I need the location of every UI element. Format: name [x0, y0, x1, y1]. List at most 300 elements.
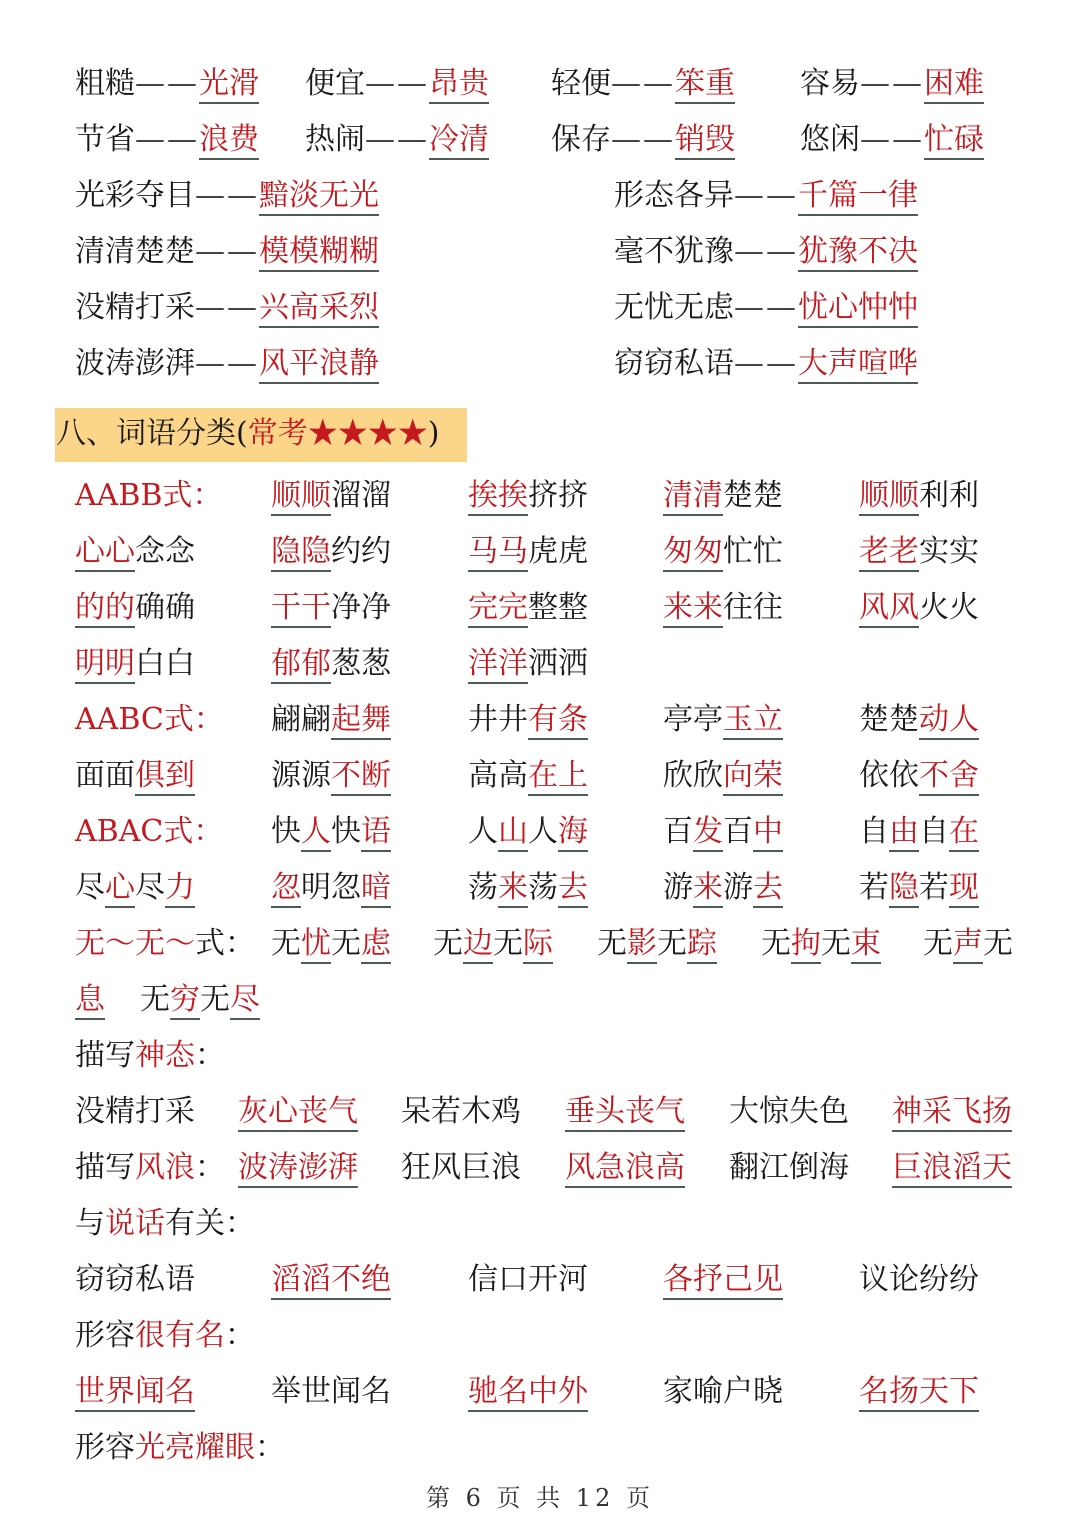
answer-text: 力	[165, 870, 195, 908]
word-text: 面面	[75, 758, 135, 793]
answer-text: 来	[498, 870, 528, 908]
answer-text: 海	[558, 814, 588, 852]
word-item	[75, 532, 195, 572]
word-text: 信口开河	[468, 1262, 588, 1297]
word-item	[271, 588, 391, 628]
word-text: 忽	[331, 870, 361, 905]
answer-text: 影	[627, 926, 657, 964]
dash: ——	[611, 66, 675, 101]
category-row	[0, 808, 1080, 864]
answer-text: 发	[693, 814, 723, 852]
antonym-word: 没精打采	[75, 290, 195, 325]
word-item	[892, 1092, 1012, 1132]
word-text: 高高	[468, 758, 528, 793]
antonym-word: 形态各异	[614, 178, 734, 213]
antonym-pair	[551, 64, 735, 104]
antonym-pair	[614, 288, 918, 328]
word-item	[271, 868, 391, 908]
word-item	[468, 1260, 588, 1300]
word-item	[468, 476, 588, 516]
word-text: 无	[493, 926, 523, 961]
word-item	[859, 532, 979, 572]
answer-text: 穷	[170, 982, 200, 1020]
category-row	[0, 584, 1080, 640]
word-text: 净净	[331, 590, 391, 625]
word-item	[565, 1148, 685, 1188]
antonym-word: 保存	[551, 122, 611, 157]
antonym-answer: 困难	[924, 66, 984, 104]
word-text: 依依	[859, 758, 919, 793]
antonym-answer: 模模糊糊	[259, 234, 379, 272]
category-row	[0, 1144, 1080, 1200]
antonym-word: 光彩夺目	[75, 178, 195, 213]
category-row	[0, 1424, 1080, 1480]
word-item	[468, 588, 588, 628]
word-item	[271, 924, 391, 964]
dash: ——	[195, 346, 259, 381]
word-item	[859, 476, 979, 516]
answer-text: 光亮耀眼	[135, 1430, 255, 1465]
answer-text: 不断	[331, 758, 391, 796]
answer-text: 踪	[687, 926, 717, 964]
word-item	[663, 476, 783, 516]
antonym-word: 容易	[800, 66, 860, 101]
antonym-answer: 黯淡无光	[259, 178, 379, 216]
word-text: 无	[597, 926, 627, 961]
word-text: 形容	[75, 1430, 135, 1465]
word-text: 议论纷纷	[859, 1262, 979, 1297]
antonym-pair	[800, 64, 984, 104]
word-text: 翻江倒海	[729, 1150, 849, 1185]
word-item	[468, 756, 588, 796]
antonym-answer: 光滑	[199, 66, 259, 104]
word-text: 楚楚	[723, 478, 783, 513]
dash: ——	[734, 178, 798, 213]
antonym-word: 悠闲	[800, 122, 860, 157]
answer-text: 忧	[301, 926, 331, 964]
category-row	[0, 1088, 1080, 1144]
dash: ——	[365, 66, 429, 101]
antonym-answer: 风平浪静	[259, 346, 379, 384]
word-text: 呆若木鸡	[401, 1094, 521, 1129]
word-item	[565, 1092, 685, 1132]
word-text: 快	[331, 814, 361, 849]
answer-text: 匆匆	[663, 534, 723, 572]
category-row	[0, 640, 1080, 696]
category-row	[0, 528, 1080, 584]
answer-text: 巨浪滔天	[892, 1150, 1012, 1188]
antonym-pair	[614, 344, 918, 384]
answer-text: 顺顺	[271, 478, 331, 516]
category-row	[0, 1032, 1080, 1088]
antonym-row	[0, 60, 1080, 116]
word-text: 无	[821, 926, 851, 961]
word-text: 描写	[75, 1150, 135, 1185]
word-item	[663, 588, 783, 628]
antonym-answer: 销毁	[675, 122, 735, 160]
word-text: 白白	[135, 646, 195, 681]
word-text: 人	[468, 814, 498, 849]
word-text: 无	[271, 926, 301, 961]
answer-text: 顺顺	[859, 478, 919, 516]
word-text: 无	[433, 926, 463, 961]
answer-text: 驰名中外	[468, 1374, 588, 1412]
page-footer: 第 6 页 共 12 页	[426, 1484, 654, 1512]
answer-text: 郁郁	[271, 646, 331, 684]
answer-text: 不舍	[919, 758, 979, 796]
answer-text: 俱到	[135, 758, 195, 796]
word-item	[238, 1148, 358, 1188]
antonym-word: 清清楚楚	[75, 234, 195, 269]
answer-text: 马马	[468, 534, 528, 572]
word-text: 百	[723, 814, 753, 849]
word-text: 挤挤	[528, 478, 588, 513]
word-item	[75, 1092, 195, 1132]
word-text: 忙忙	[723, 534, 783, 569]
answer-text: 有条	[528, 702, 588, 740]
word-text: 百	[663, 814, 693, 849]
answer-text: 声	[953, 926, 983, 964]
dash: ——	[195, 234, 259, 269]
word-text: 亭亭	[663, 702, 723, 737]
answer-text: 无～无～	[75, 926, 195, 961]
word-text: 自	[919, 814, 949, 849]
word-item	[729, 1148, 849, 1188]
word-text: 翩翩	[271, 702, 331, 737]
word-text: 荡	[468, 870, 498, 905]
answer-text: 束	[851, 926, 881, 964]
word-item	[859, 868, 979, 908]
antonym-row	[0, 284, 1080, 340]
word-text: 无	[761, 926, 791, 961]
answer-text: 很有名	[135, 1318, 225, 1353]
word-item	[433, 924, 553, 964]
word-text: 狂风巨浪	[401, 1150, 521, 1185]
antonym-word: 毫不犹豫	[614, 234, 734, 269]
answer-text: AABB式：	[75, 478, 223, 513]
word-text: 明	[301, 870, 331, 905]
dash: ——	[135, 66, 199, 101]
antonym-word: 无忧无虑	[614, 290, 734, 325]
word-text: 若	[919, 870, 949, 905]
answer-text: 说话	[105, 1206, 165, 1241]
word-item	[75, 700, 224, 740]
antonym-pair	[75, 344, 379, 384]
antonym-row	[0, 228, 1080, 284]
word-text: 尽	[75, 870, 105, 905]
word-text: ：	[195, 1038, 225, 1073]
dash: ——	[195, 290, 259, 325]
answer-text: 名扬天下	[859, 1374, 979, 1412]
antonym-answer: 兴高采烈	[259, 290, 379, 328]
dash: ——	[860, 122, 924, 157]
answer-text: 神采飞扬	[892, 1094, 1012, 1132]
word-item	[468, 812, 588, 852]
word-item	[859, 588, 979, 628]
section-heading	[56, 414, 439, 454]
word-text: 无	[140, 982, 170, 1017]
word-item	[663, 1372, 783, 1412]
word-text: 形容	[75, 1318, 135, 1353]
antonym-pair	[800, 120, 984, 160]
word-item	[238, 1092, 358, 1132]
word-text: 无	[657, 926, 687, 961]
answer-text: 由	[889, 814, 919, 852]
antonym-answer: 忧心忡忡	[798, 290, 918, 328]
category-row	[0, 472, 1080, 528]
answer-text: 动人	[919, 702, 979, 740]
word-item	[401, 1092, 521, 1132]
answer-text: 波涛澎湃	[238, 1150, 358, 1188]
antonym-word: 粗糙	[75, 66, 135, 101]
dash: ——	[195, 178, 259, 213]
word-item	[923, 924, 1013, 964]
antonym-answer: 忙碌	[924, 122, 984, 160]
word-text: 举世闻名	[271, 1374, 391, 1409]
dash: ——	[734, 234, 798, 269]
word-text: 自	[859, 814, 889, 849]
word-item	[859, 700, 979, 740]
word-item	[271, 756, 391, 796]
word-text: 描写	[75, 1038, 135, 1073]
word-text: 洒洒	[528, 646, 588, 681]
word-text: 与	[75, 1206, 105, 1241]
word-text: 窃窃私语	[75, 1262, 195, 1297]
answer-text: 明明	[75, 646, 135, 684]
answer-text: 完完	[468, 590, 528, 628]
antonym-word: 节省	[75, 122, 135, 157]
word-item	[75, 644, 195, 684]
answer-text: AABC式：	[75, 702, 224, 737]
answer-text: 心心	[75, 534, 135, 572]
word-item	[271, 476, 391, 516]
word-text: 念念	[135, 534, 195, 569]
answer-text: 的的	[75, 590, 135, 628]
answer-text: 山	[498, 814, 528, 852]
word-text: 无	[200, 982, 230, 1017]
antonym-pair	[75, 288, 379, 328]
antonym-row	[0, 116, 1080, 172]
antonym-pair	[75, 176, 379, 216]
category-row	[0, 864, 1080, 920]
word-item	[271, 1372, 391, 1412]
answer-text: 际	[523, 926, 553, 964]
answer-text: 忽	[271, 870, 301, 908]
word-text: 家喻户晓	[663, 1374, 783, 1409]
answer-text: 各抒己见	[663, 1262, 783, 1300]
antonym-word: 热闹	[305, 122, 365, 157]
word-text: 葱葱	[331, 646, 391, 681]
word-item	[271, 532, 391, 572]
answer-text: 风浪	[135, 1150, 195, 1185]
word-item	[401, 1148, 521, 1188]
answer-text: ABAC式：	[75, 814, 224, 849]
antonym-pair	[75, 232, 379, 272]
word-item	[663, 700, 783, 740]
category-row	[0, 1368, 1080, 1424]
antonym-pair	[551, 120, 735, 160]
answer-text: 起舞	[331, 702, 391, 740]
answer-text: 隐	[889, 870, 919, 908]
answer-text: 垂头丧气	[565, 1094, 685, 1132]
heading-highlight: 常考★★★★	[247, 416, 428, 451]
word-item	[271, 644, 391, 684]
word-item	[663, 812, 783, 852]
word-item	[468, 868, 588, 908]
word-text: ：	[225, 1318, 255, 1353]
answer-text: 滔滔不绝	[271, 1262, 391, 1300]
word-text: 往往	[723, 590, 783, 625]
dash: ——	[135, 122, 199, 157]
answer-text: 虑	[361, 926, 391, 964]
word-text: 游	[723, 870, 753, 905]
antonym-word: 轻便	[551, 66, 611, 101]
antonym-pair	[614, 232, 918, 272]
category-row	[0, 976, 1080, 1032]
heading-suffix: )	[427, 416, 440, 451]
antonym-answer: 犹豫不决	[798, 234, 918, 272]
word-item	[761, 924, 881, 964]
category-row	[0, 1200, 1080, 1256]
answer-text: 在上	[528, 758, 588, 796]
word-text: 整整	[528, 590, 588, 625]
category-row	[0, 1256, 1080, 1312]
antonym-row	[0, 340, 1080, 396]
antonym-answer: 千篇一律	[798, 178, 918, 216]
word-text: ：	[195, 1150, 225, 1185]
antonym-word: 便宜	[305, 66, 365, 101]
antonym-answer: 浪费	[199, 122, 259, 160]
answer-text: 世界闻名	[75, 1374, 195, 1412]
answer-text: 息	[75, 982, 105, 1020]
word-text: 虎虎	[528, 534, 588, 569]
word-text: 无	[983, 926, 1013, 961]
antonym-pair	[75, 64, 259, 104]
word-text: 人	[528, 814, 558, 849]
antonym-word: 波涛澎湃	[75, 346, 195, 381]
word-text: 无	[923, 926, 953, 961]
word-item	[75, 924, 255, 964]
word-item	[75, 868, 195, 908]
answer-text: 尽	[230, 982, 260, 1020]
word-item	[729, 1092, 849, 1132]
category-row	[0, 696, 1080, 752]
word-item	[75, 1148, 225, 1188]
category-row	[0, 752, 1080, 808]
answer-text: 向荣	[723, 758, 783, 796]
word-text: 有关：	[165, 1206, 255, 1241]
dash: ——	[734, 346, 798, 381]
word-item	[663, 756, 783, 796]
answer-text: 去	[558, 870, 588, 908]
word-item	[75, 1428, 285, 1468]
word-item	[75, 1204, 255, 1244]
answer-text: 神态	[135, 1038, 195, 1073]
answer-text: 风急浪高	[565, 1150, 685, 1188]
word-text: 大惊失色	[729, 1094, 849, 1129]
antonym-pair	[305, 120, 489, 160]
answer-text: 去	[753, 870, 783, 908]
antonym-row	[0, 172, 1080, 228]
category-row	[0, 920, 1080, 976]
word-item	[75, 1036, 225, 1076]
antonym-word: 窃窃私语	[614, 346, 734, 381]
word-item	[271, 812, 391, 852]
word-item	[468, 644, 588, 684]
word-text: 没精打采	[75, 1094, 195, 1129]
word-text: 游	[663, 870, 693, 905]
answer-text: 挨挨	[468, 478, 528, 516]
word-item	[75, 812, 223, 852]
word-text: 溜溜	[331, 478, 391, 513]
answer-text: 边	[463, 926, 493, 964]
word-item	[75, 756, 195, 796]
word-text: 火火	[919, 590, 979, 625]
word-item	[859, 1260, 979, 1300]
answer-text: 老老	[859, 534, 919, 572]
word-item	[140, 980, 260, 1020]
antonym-answer: 大声喧哗	[798, 346, 918, 384]
word-text: 约约	[331, 534, 391, 569]
antonym-answer: 冷清	[429, 122, 489, 160]
word-text: 楚楚	[859, 702, 919, 737]
antonym-answer: 笨重	[675, 66, 735, 104]
word-item	[75, 1260, 195, 1300]
dash: ——	[365, 122, 429, 157]
antonym-pair	[75, 120, 259, 160]
word-text: 源源	[271, 758, 331, 793]
word-text: 实实	[919, 534, 979, 569]
antonym-pair	[305, 64, 489, 104]
answer-text: 干干	[271, 590, 331, 628]
answer-text: 暗	[361, 870, 391, 908]
answer-text: 来来	[663, 590, 723, 628]
answer-text: 玉立	[723, 702, 783, 740]
word-item	[859, 756, 979, 796]
word-item	[663, 532, 783, 572]
word-item	[468, 700, 588, 740]
word-text: 确确	[135, 590, 195, 625]
word-item	[271, 700, 391, 740]
word-text: 快	[271, 814, 301, 849]
word-text: 利利	[919, 478, 979, 513]
word-item	[468, 532, 588, 572]
dash: ——	[860, 66, 924, 101]
word-text: 尽	[135, 870, 165, 905]
word-item	[663, 868, 783, 908]
answer-text: 来	[693, 870, 723, 908]
antonym-pair	[614, 176, 918, 216]
answer-text: 灰心丧气	[238, 1094, 358, 1132]
answer-text: 风风	[859, 590, 919, 628]
word-item	[75, 980, 105, 1020]
category-row	[0, 1312, 1080, 1368]
answer-text: 中	[753, 814, 783, 852]
word-text: 无	[331, 926, 361, 961]
word-item	[75, 588, 195, 628]
word-item	[75, 1372, 195, 1412]
answer-text: 在	[949, 814, 979, 852]
word-item	[75, 476, 222, 516]
word-item	[663, 1260, 783, 1300]
word-item	[859, 812, 979, 852]
word-text: ：	[255, 1430, 285, 1465]
word-item	[75, 1316, 255, 1356]
word-text: 井井	[468, 702, 528, 737]
dash: ——	[734, 290, 798, 325]
answer-text: 心	[105, 870, 135, 908]
answer-text: 语	[361, 814, 391, 852]
